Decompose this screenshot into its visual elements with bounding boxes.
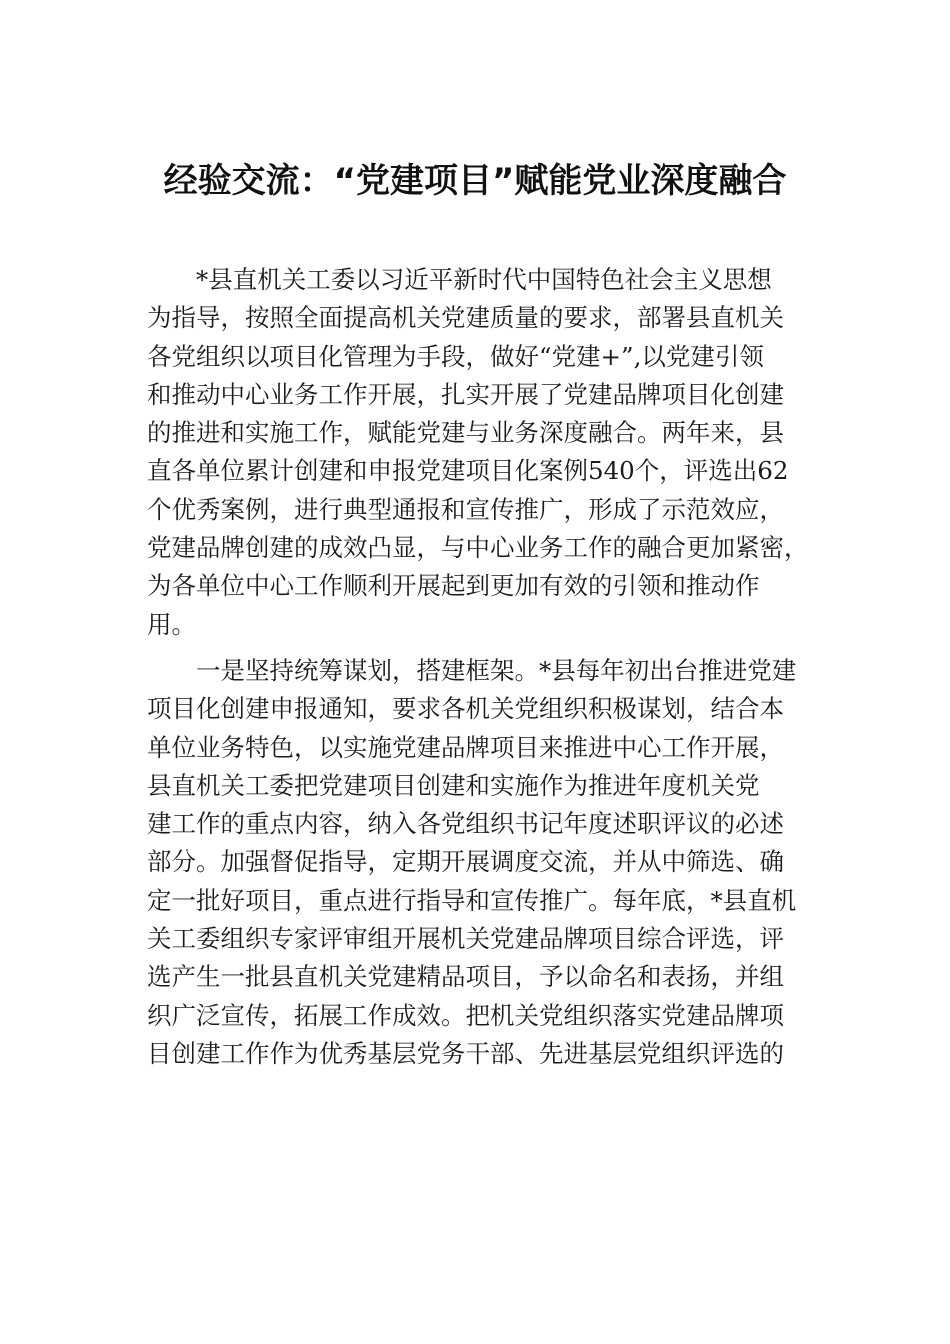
paragraph-line: 党建品牌创建的成效凸显，与中心业务工作的融合更加紧密，: [147, 533, 809, 563]
paragraph-line: 部分。加强督促指导，定期开展调度交流，并从中筛选、确: [147, 847, 784, 877]
paragraph-line: 织广泛宣传，拓展工作成效。把机关党组织落实党建品牌项: [147, 1000, 784, 1030]
paragraph-line: 一是坚持统筹谋划，搭建框架。*县每年初出台推进党建: [196, 655, 797, 685]
document-body: [147, 261, 827, 1073]
paragraph-1: [147, 261, 827, 644]
paragraph-2: [147, 652, 827, 1073]
paragraph-line: 直各单位累计创建和申报党建项目化案例540个，评选出62: [147, 456, 789, 486]
paragraph-line: 的推进和实施工作，赋能党建与业务深度融合。两年来，县: [147, 418, 784, 448]
paragraph-line: 项目化创建申报通知，要求各机关党组织积极谋划，结合本: [147, 694, 784, 724]
paragraph-line: 为指导，按照全面提高机关党建质量的要求，部署县直机关: [147, 303, 784, 333]
paragraph-line: *县直机关工委以习近平新时代中国特色社会主义思想: [196, 265, 772, 294]
paragraph-spacer: [147, 644, 827, 652]
paragraph-line: 关工委组织专家评审组开展机关党建品牌项目综合评选，评: [147, 924, 784, 954]
paragraph-line: 用。: [147, 609, 196, 639]
paragraph-line: 和推动中心业务工作开展，扎实开展了党建品牌项目化创建: [147, 379, 784, 409]
paragraph-line: 为各单位中心工作顺利开展起到更加有效的引领和推动作: [147, 571, 760, 601]
paragraph-line: 各党组织以项目化管理为手段，做好“党建+”,以党建引领: [147, 341, 764, 371]
paragraph-line: 单位业务特色，以实施党建品牌项目来推进中心工作开展，: [147, 732, 784, 762]
paragraph-line: 个优秀案例，进行典型通报和宣传推广，形成了示范效应，: [147, 494, 784, 524]
paragraph-line: 县直机关工委把党建项目创建和实施作为推进年度机关党: [147, 770, 760, 800]
paragraph-line: 定一批好项目，重点进行指导和宣传推广。每年底，*县直机: [147, 885, 797, 915]
paragraph-line: 选产生一批县直机关党建精品项目，予以命名和表扬，并组: [147, 962, 784, 992]
paragraph-line: 建工作的重点内容，纳入各党组织书记年度述职评议的必述: [147, 809, 784, 839]
document-title: 经验交流：“党建项目”赋能党业深度融合: [163, 161, 787, 201]
paragraph-line: 目创建工作作为优秀基层党务干部、先进基层党组织评选的: [147, 1038, 784, 1068]
